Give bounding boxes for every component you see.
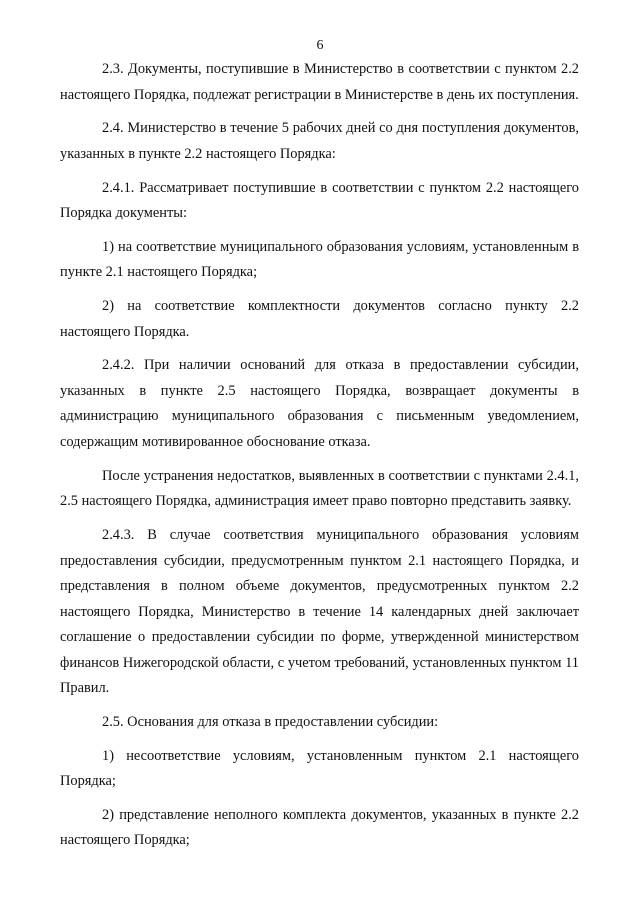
paragraph-2-4: 2.4. Министерство в течение 5 рабочих дней со дня поступления документов, указанных в пункте 2.2 настоящего Порядка: — [60, 120, 579, 162]
paragraph-2-5-item-1: 1) несоответствие условиям, установленным пунктом 2.1 настоящего Порядка; — [60, 747, 579, 790]
paragraph-2-5-item-2: 2) представление неполного комплекта документов, указанных в пункте 2.2 настоящего Порядка; — [60, 806, 579, 849]
paragraph-2-4-1-item-2: 2) на соответствие комплектности документов согласно пункту 2.2 настоящего Порядка. — [60, 298, 579, 340]
paragraph-resubmission: После устранения недостатков, выявленных в соответствии с пунктами 2.4.1, 2.5 настоящего Порядка, администрация имеет право повторно представить заявку. — [60, 467, 579, 510]
paragraph-2-4-2: 2.4.2. При наличии оснований для отказа в предоставлении субсидии, указанных в пункте 2.5 настоящего Порядка, возвращает документы в администрацию муниципального образования с письменным уведомлением, содержащим мотивированное обоснование отказа. — [60, 357, 579, 450]
paragraph-2-4-3: 2.4.3. В случае соответствия муниципального образования условиям предоставления субсидии, предусмотренным пунктом 2.1 настоящего Порядка, и представления в полном объеме документов, предусмотренных пунктом 2.2 настоящего Порядка, Министерство в течение 14 календарных дней заключает соглашение о предоставлении субсидии по форме, утвержденной министерством финансов Нижегородской области, с учетом требований, установленных пунктом 11 Правил. — [60, 527, 579, 697]
paragraph-2-5: 2.5. Основания для отказа в предоставлении субсидии: — [102, 713, 439, 730]
page-number: 6 — [316, 38, 324, 53]
document-body — [60, 57, 579, 854]
paragraph-2-3: 2.3. Документы, поступившие в Министерство в соответствии с пунктом 2.2 настоящего Порядка, подлежат регистрации в Министерстве в день их поступления. — [60, 61, 579, 103]
paragraph-2-4-1-item-1: 1) на соответствие муниципального образования условиям, установленным в пункте 2.1 настоящего Порядка; — [60, 238, 579, 281]
paragraph-2-4-1: 2.4.1. Рассматривает поступившие в соответствии с пунктом 2.2 настоящего Порядка документы: — [60, 179, 579, 222]
